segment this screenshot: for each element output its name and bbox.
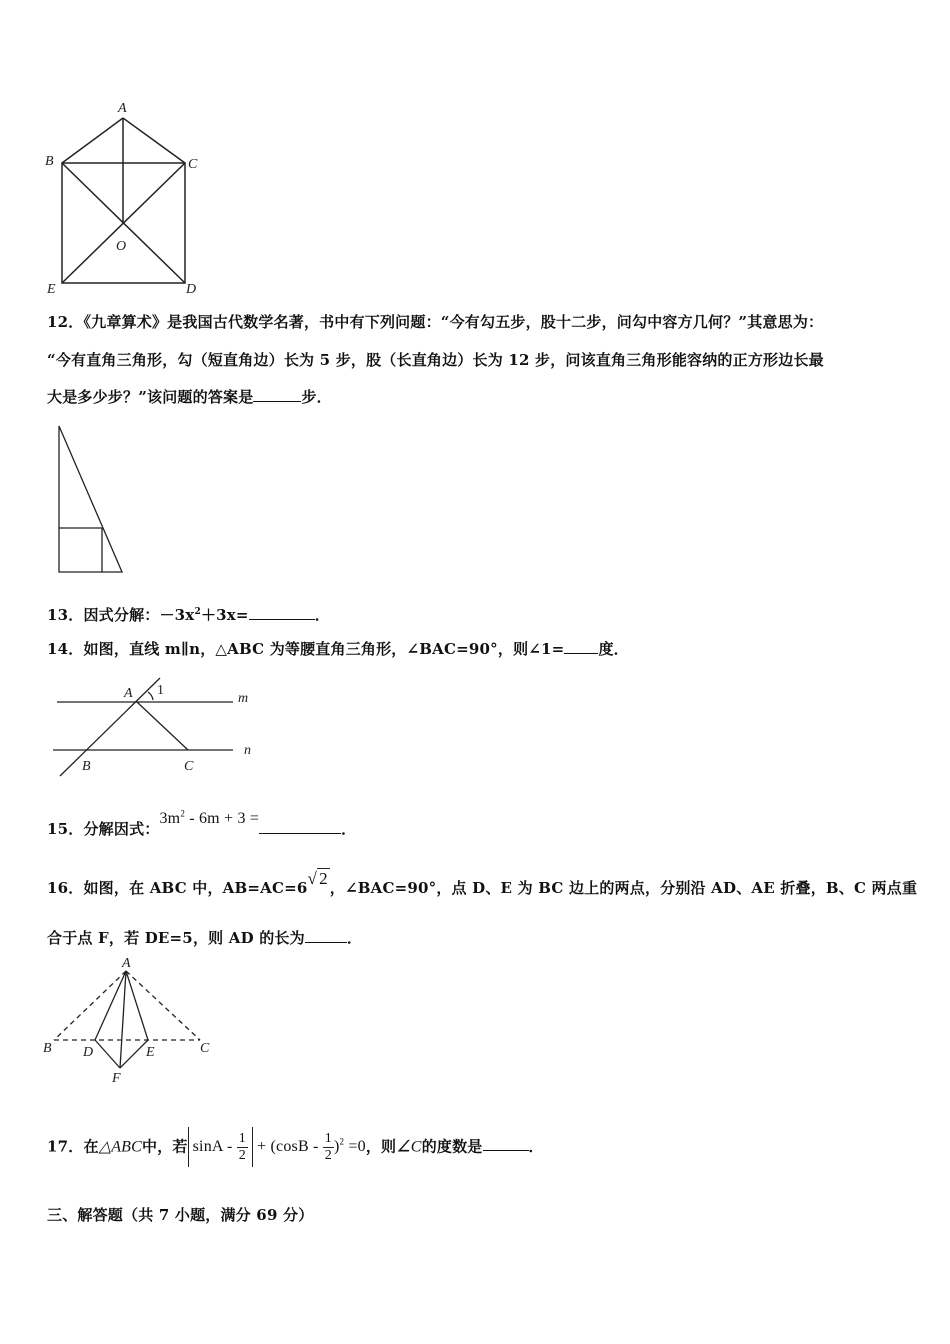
q15-expression: [159, 810, 259, 827]
label-E: E: [47, 282, 56, 297]
q17-then: ，则: [365, 1137, 397, 1156]
q17-answer-blank[interactable]: [483, 1136, 529, 1151]
figure-square-triangle: [40, 95, 220, 300]
q16-sqrt: √ 2: [307, 869, 328, 888]
q14: [47, 638, 629, 659]
q14-answer-blank[interactable]: [564, 639, 598, 654]
q15-expr-a: 3m: [159, 810, 181, 827]
q15: [47, 807, 357, 838]
q16-label-F: F: [112, 1071, 121, 1086]
q14-label-A: A: [124, 686, 133, 701]
q13-suffix: ．: [314, 606, 330, 624]
q14-label-C: C: [184, 759, 194, 774]
figure-right-triangle-square: [50, 420, 140, 580]
label-O: O: [116, 239, 127, 254]
q17-frac2: [323, 1131, 334, 1164]
q16-label-B: B: [43, 1041, 52, 1056]
q14-text: 14．如图，直线 m∥n，△ABC 为等腰直角三角形，∠BAC=90°，则∠1=: [47, 640, 565, 658]
figure-folding-triangle: [40, 955, 220, 1090]
q16-line2: [47, 927, 362, 948]
q16-answer-blank[interactable]: [305, 928, 347, 943]
section3-title: 三、解答题（共 7 小题，满分 69 分）: [47, 1206, 314, 1224]
q13-mid: ＋3x=: [200, 606, 249, 624]
label-D: D: [186, 282, 197, 297]
q14-suffix: 度．: [598, 640, 629, 658]
q12-line3-suffix: 步．: [301, 388, 332, 406]
q17-end: ．: [528, 1137, 544, 1156]
q17-cos-part: [253, 1131, 366, 1164]
q17-frac1-den: 2: [238, 1148, 246, 1164]
q17-angle: ∠C: [396, 1138, 422, 1156]
q17: [47, 1118, 544, 1166]
q12-line1: 12．《九章算术》是我国古代数学名著，书中有下列问题：“今有勾五步，股十二步，问勾中容方几何？”其意思为：: [47, 313, 824, 331]
q14-label-m: m: [238, 691, 249, 706]
q13-prefix: 13．因式分解：－3x: [47, 606, 195, 624]
q15-answer-blank[interactable]: [259, 819, 341, 834]
q15-suffix: ．: [341, 820, 357, 838]
q12-line2: “今有直角三角形，勾（短直角边）长为 5 步，股（长直角边）长为 12 步，问该直角三角形能容纳的正方形边长最: [47, 351, 824, 369]
q14-label-n: n: [244, 743, 251, 758]
q16-line1-prefix: 16．如图，在 ABC 中，AB=AC=6: [47, 879, 308, 897]
q17-suffix-text: 的度数是: [421, 1137, 483, 1156]
q16-line2-suffix: ．: [346, 929, 363, 947]
q17-plus-cos: + (cosB -: [257, 1138, 319, 1156]
q17-mid: 中，若: [142, 1137, 188, 1156]
q17-sq: 2: [339, 1137, 345, 1147]
q15-expr-b: - 6m + 3 =: [185, 810, 260, 827]
q12-line3-prefix: 大是多少步？”该问题的答案是: [47, 388, 254, 406]
figure-parallel-lines: [45, 672, 260, 782]
q17-frac2-num: 1: [324, 1131, 332, 1147]
q17-close: ): [334, 1138, 340, 1156]
label-B: B: [45, 154, 54, 169]
q13-sup: 2: [194, 607, 201, 617]
q15-expr-sup: 2: [180, 808, 186, 819]
label-C: C: [188, 157, 198, 172]
q13-answer-blank[interactable]: [249, 605, 315, 620]
q12-answer-blank[interactable]: [253, 387, 301, 402]
q15-prefix: 15．分解因式：: [47, 820, 160, 838]
q14-label-B: B: [82, 759, 91, 774]
q16-label-D: D: [83, 1045, 94, 1060]
q16-line1: [47, 868, 918, 897]
q17-tri: △ABC: [98, 1138, 143, 1156]
q16-line2-prefix: 合于点 F，若 DE=5，则 AD 的长为: [47, 929, 305, 947]
q17-eq0: =0: [344, 1138, 366, 1156]
q12-line3: [47, 386, 332, 407]
q17-prefix: 17．在: [47, 1137, 99, 1156]
q14-label-1: 1: [157, 683, 164, 698]
q16-sqrt-value: 2: [319, 869, 328, 888]
q17-frac1: [237, 1131, 248, 1164]
q16-label-E: E: [146, 1045, 155, 1060]
q13: [47, 604, 330, 625]
q16-label-A: A: [122, 956, 131, 971]
q16-line1-suffix: ，∠BAC=90°，点 D、E 为 BC 边上的两点，分别沿 AD、AE 折叠，B、C 两点重: [329, 879, 918, 897]
q17-sin: sinA -: [192, 1138, 233, 1156]
label-A: A: [118, 101, 127, 116]
q17-frac1-num: 1: [238, 1131, 246, 1147]
q16-label-C: C: [200, 1041, 210, 1056]
q17-abs: [188, 1127, 253, 1167]
q17-frac2-den: 2: [324, 1148, 332, 1164]
